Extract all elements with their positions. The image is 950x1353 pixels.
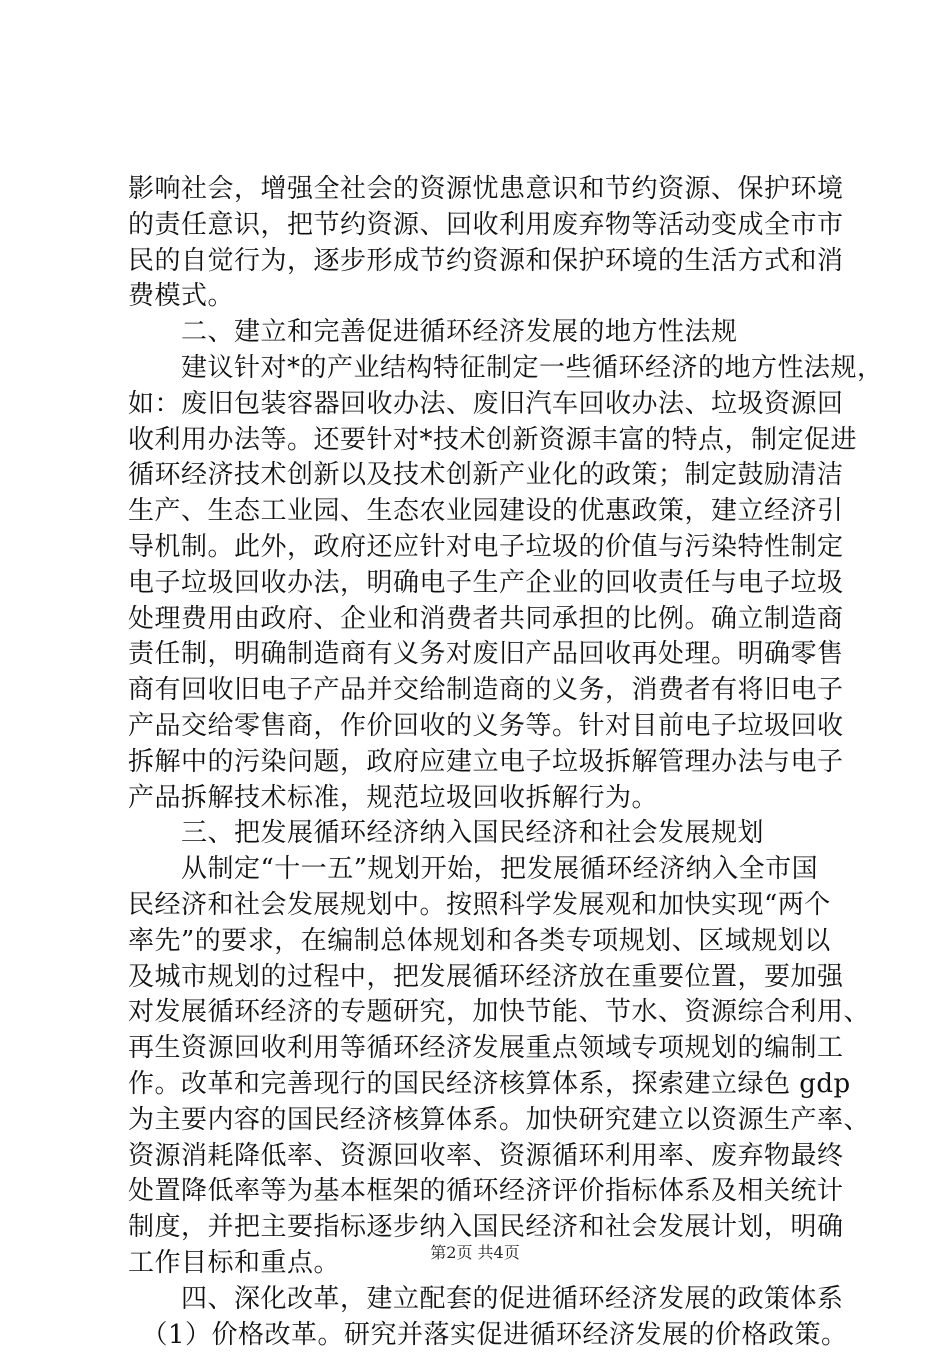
text-line: 率先”的要求，在编制总体规划和各类专项规划、区域规划以 xyxy=(128,924,848,960)
document-body xyxy=(128,172,848,1353)
text-line: 处置降低率等为基本框架的循环经济评价指标体系及相关统计 xyxy=(128,1174,848,1210)
text-line: 导机制。此外，政府还应针对电子垃圾的价值与污染特性制定 xyxy=(128,530,848,566)
text-line: 三、把发展循环经济纳入国民经济和社会发展规划 xyxy=(128,816,848,852)
text-line: 建议针对*的产业结构特征制定一些循环经济的地方性法规， xyxy=(128,351,848,387)
text-line: 产品拆解技术标准，规范垃圾回收拆解行为。 xyxy=(128,781,848,817)
text-line: 对发展循环经济的专题研究，加快节能、节水、资源综合利用、 xyxy=(128,995,848,1031)
text-line: 从制定“十一五”规划开始，把发展循环经济纳入全市国 xyxy=(128,852,848,888)
text-line: 产品交给零售商，作价回收的义务等。针对目前电子垃圾回收 xyxy=(128,709,848,745)
text-line: 二、建立和完善促进循环经济发展的地方性法规 xyxy=(128,315,848,351)
text-line: 生产、生态工业园、生态农业园建设的优惠政策，建立经济引 xyxy=(128,494,848,530)
text-line: 四、深化改革，建立配套的促进循环经济发展的政策体系 xyxy=(128,1282,848,1318)
text-line: 民的自觉行为，逐步形成节约资源和保护环境的生活方式和消 xyxy=(128,244,848,280)
text-line: 再生资源回收利用等循环经济发展重点领域专项规划的编制工 xyxy=(128,1031,848,1067)
text-line: 处理费用由政府、企业和消费者共同承担的比例。确立制造商 xyxy=(128,602,848,638)
text-line: 作。改革和完善现行的国民经济核算体系，探索建立绿色 gdp xyxy=(128,1067,848,1103)
text-line: 如：废旧包装容器回收办法、废旧汽车回收办法、垃圾资源回 xyxy=(128,387,848,423)
text-line: 影响社会，增强全社会的资源忧患意识和节约资源、保护环境 xyxy=(128,172,848,208)
text-line: 商有回收旧电子产品并交给制造商的义务，消费者有将旧电子 xyxy=(128,673,848,709)
text-line: 工作目标和重点。 xyxy=(128,1246,848,1282)
text-line: 拆解中的污染问题，政府应建立电子垃圾拆解管理办法与电子 xyxy=(128,745,848,781)
text-line: 收利用办法等。还要针对*技术创新资源丰富的特点，制定促进 xyxy=(128,423,848,459)
text-line: 电子垃圾回收办法，明确电子生产企业的回收责任与电子垃圾 xyxy=(128,566,848,602)
text-line: 民经济和社会发展规划中。按照科学发展观和加快实现“两个 xyxy=(128,888,848,924)
text-line: 的责任意识，把节约资源、回收利用废弃物等活动变成全市市 xyxy=(128,208,848,244)
text-line: 费模式。 xyxy=(128,279,848,315)
text-line: 制度，并把主要指标逐步纳入国民经济和社会发展计划，明确 xyxy=(128,1210,848,1246)
text-line: 为主要内容的国民经济核算体系。加快研究建立以资源生产率、 xyxy=(128,1103,848,1139)
text-line: 资源消耗降低率、资源回收率、资源循环利用率、废弃物最终 xyxy=(128,1139,848,1175)
page-footer: 第2页 共4页 xyxy=(0,1242,950,1264)
text-line: 及城市规划的过程中，把发展循环经济放在重要位置，要加强 xyxy=(128,960,848,996)
text-line: 责任制，明确制造商有义务对废旧产品回收再处理。明确零售 xyxy=(128,637,848,673)
text-line: 循环经济技术创新以及技术创新产业化的政策；制定鼓励清洁 xyxy=(128,458,848,494)
text-line: （1）价格改革。研究并落实促进循环经济发展的价格政策。 xyxy=(128,1318,848,1353)
